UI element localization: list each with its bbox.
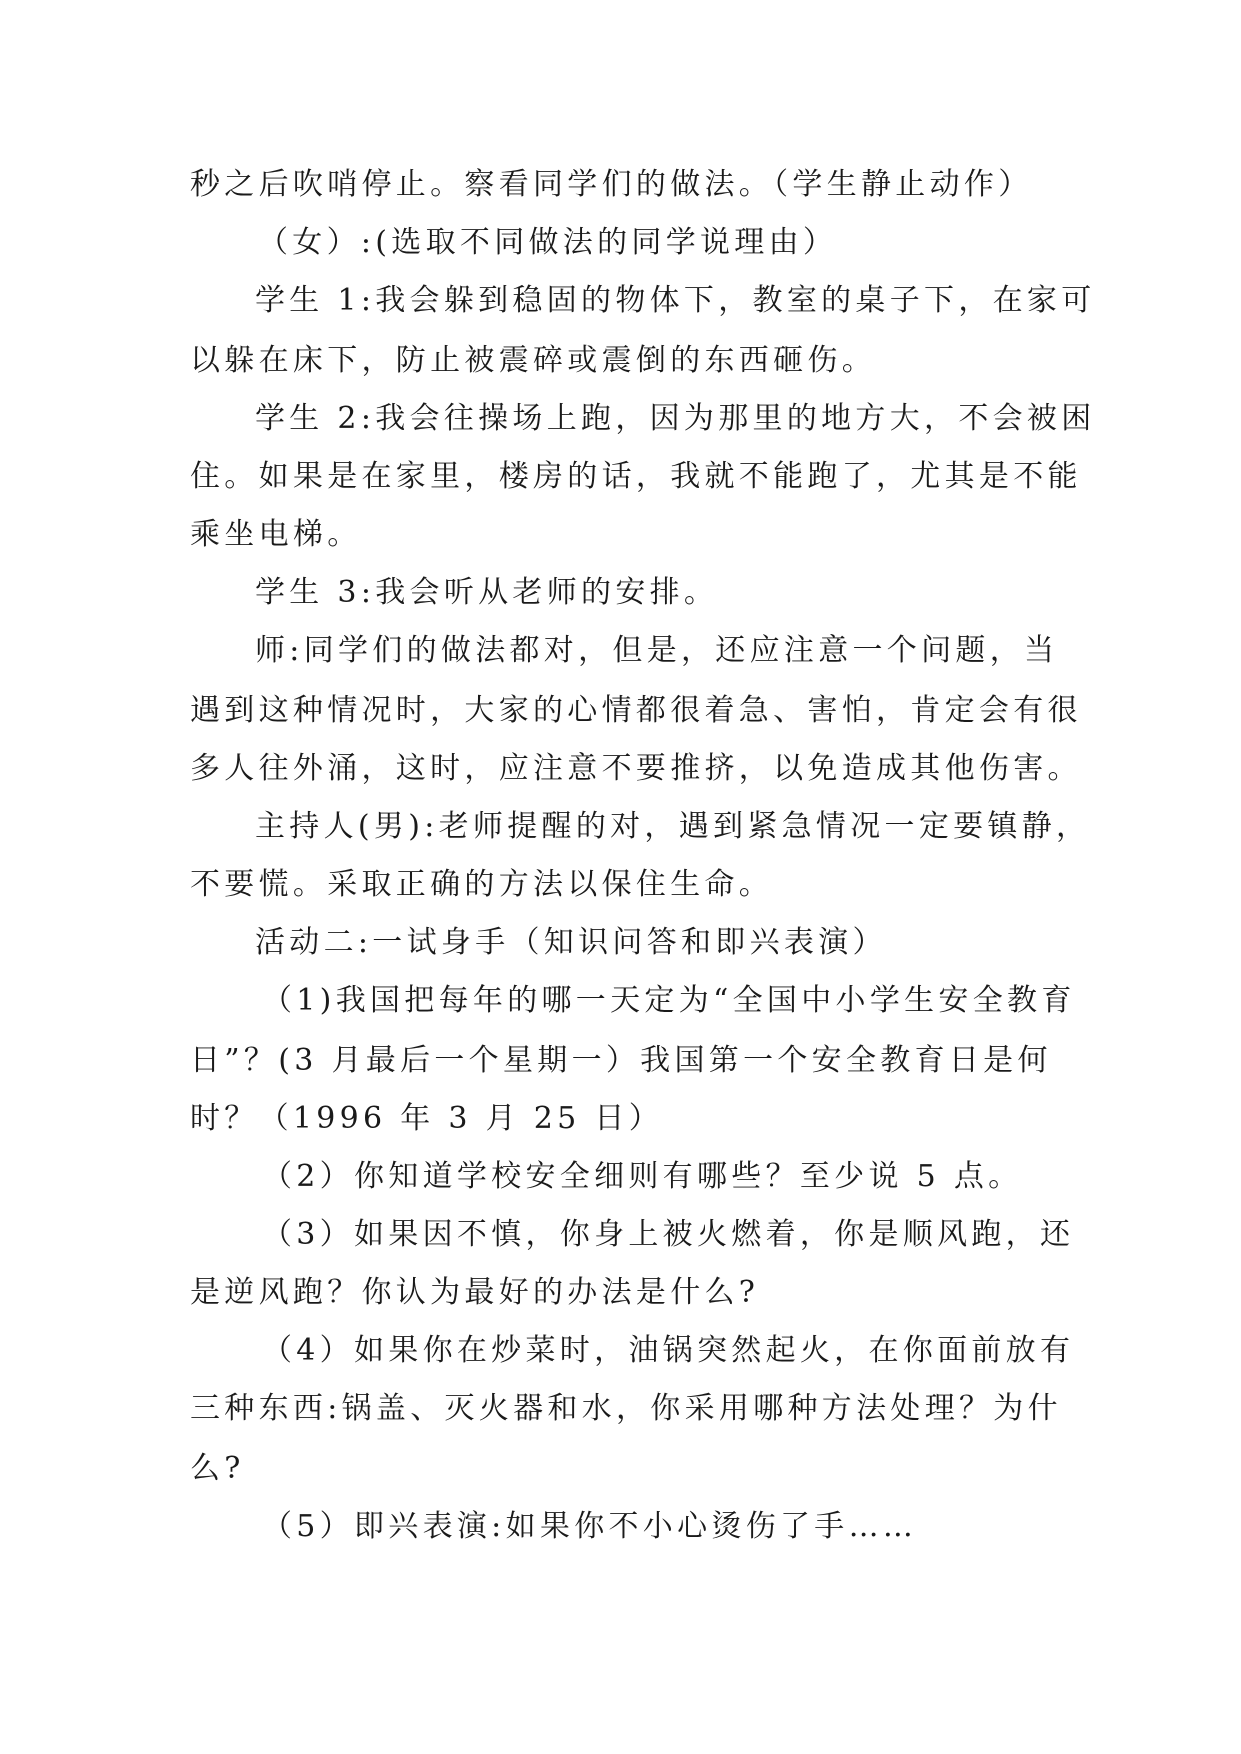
text-line: （2）你知道学校安全细则有哪些？至少说 5 点。 — [262, 1159, 1023, 1194]
text-line: 是逆风跑？你认为最好的办法是什么? — [190, 1275, 760, 1310]
text-line: 乘坐电梯。 — [190, 517, 362, 552]
text-line: （5）即兴表演:如果你不小心烫伤了手…… — [262, 1509, 918, 1544]
text-line: （4）如果你在炒菜时，油锅突然起火，在你面前放有 — [262, 1333, 1075, 1368]
text-line: 以躲在床下，防止被震碎或震倒的东西砸伤。 — [190, 343, 876, 378]
text-line: 学生 2:我会往操场上跑，因为那里的地方大，不会被困 — [255, 401, 1096, 436]
text-line: 日”？(3 月最后一个星期一）我国第一个安全教育日是何 — [190, 1043, 1052, 1078]
text-line: 住。如果是在家里，楼房的话，我就不能跑了，尤其是不能 — [190, 459, 1082, 494]
text-line: 学生 3:我会听从老师的安排。 — [255, 575, 719, 610]
text-line: 三种东西:锅盖、灭火器和水，你采用哪种方法处理？为什 — [190, 1391, 1062, 1426]
text-line: 不要慌。采取正确的方法以保住生命。 — [190, 867, 774, 902]
text-line: 遇到这种情况时，大家的心情都很着急、害怕，肯定会有很 — [190, 693, 1082, 728]
text-line: 主持人(男):老师提醒的对，遇到紧急情况一定要镇静， — [255, 809, 1091, 844]
text-line: 时？（1996 年 3 月 25 日） — [190, 1101, 663, 1136]
text-line: 师:同学们的做法都对，但是，还应注意一个问题，当 — [255, 633, 1059, 668]
text-line: 秒之后吹哨停止。察看同学们的做法。（学生静止动作） — [190, 167, 1033, 202]
text-line: 么? — [190, 1451, 245, 1486]
text-line: 学生 1:我会躲到稳固的物体下，教室的桌子下，在家可 — [255, 283, 1096, 318]
text-line: 活动二:一试身手（知识问答和即兴表演） — [255, 925, 887, 960]
text-line: （女）:(选取不同做法的同学说理由） — [258, 225, 838, 260]
text-line: （3）如果因不慎，你身上被火燃着，你是顺风跑，还 — [262, 1217, 1075, 1252]
text-line: 多人往外涌，这时，应注意不要推挤，以免造成其他伤害。 — [190, 751, 1082, 786]
text-line: （1)我国把每年的哪一天定为“全国中小学生安全教育 — [262, 983, 1076, 1018]
